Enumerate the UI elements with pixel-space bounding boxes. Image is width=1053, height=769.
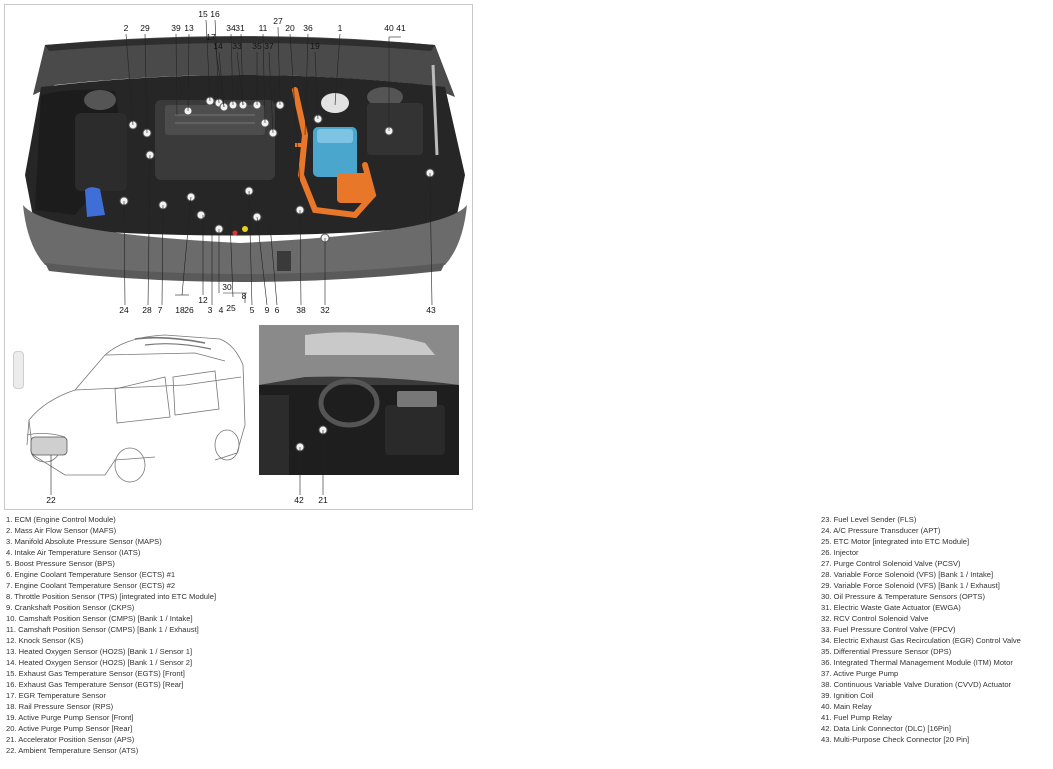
callout-number: 41	[396, 23, 406, 33]
legend-item: 9. Crankshaft Position Sensor (CKPS)	[6, 603, 135, 612]
scroll-tab[interactable]	[13, 351, 24, 389]
callout-number: 31	[235, 23, 245, 33]
legend-item: 6. Engine Coolant Temperature Sensor (ECTS) #1	[6, 570, 176, 579]
callout-number: 9	[264, 305, 270, 315]
callout-number: 21	[318, 495, 328, 505]
legend-item: 16. Exhaust Gas Temperature Sensor (EGTS) [Rear]	[6, 680, 184, 689]
legend-item: 21. Accelerator Position Sensor (APS)	[6, 735, 135, 744]
legend-item: 19. Active Purge Pump Sensor [Front]	[6, 713, 134, 722]
component-location-figure	[4, 4, 473, 510]
engine-bay-photo	[23, 20, 467, 305]
legend-item: 43. Multi-Purpose Check Connector [20 Pin]	[821, 735, 970, 744]
legend-item: 36. Integrated Thermal Management Module (ITM) Motor	[821, 658, 1013, 667]
legend-item: 3. Manifold Absolute Pressure Sensor (MAPS)	[6, 537, 162, 546]
legend-item: 11. Camshaft Position Sensor (CMPS) [Bank 1 / Exhaust]	[6, 625, 199, 634]
legend-item: 12. Knock Sensor (KS)	[6, 636, 84, 645]
callout-number: 39	[171, 23, 181, 33]
legend-item: 14. Heated Oxygen Sensor (HO2S) [Bank 1 / Sensor 2]	[6, 658, 193, 667]
legend-item: 38. Continuous Variable Valve Duration (CVVD) Actuator	[821, 680, 1012, 689]
callout-number: 5	[249, 305, 255, 315]
interior-photo	[259, 325, 459, 495]
callout-number: 26	[184, 305, 194, 315]
legend-item: 20. Active Purge Pump Sensor [Rear]	[6, 724, 133, 733]
callout-number: 19	[310, 41, 320, 51]
callout-number: 40	[384, 23, 394, 33]
callout-number: 38	[296, 305, 306, 315]
legend-item: 31. Electric Waste Gate Actuator (EWGA)	[821, 603, 961, 612]
callout-number: 3	[207, 305, 213, 315]
legend-item: 28. Variable Force Solenoid (VFS) [Bank 1 / Intake]	[821, 570, 994, 579]
callout-number: 15	[198, 9, 208, 19]
callout-number: 2	[123, 23, 129, 33]
legend-item: 25. ETC Motor [integrated into ETC Module]	[821, 537, 970, 546]
engine-callouts-bottom	[119, 282, 436, 315]
legend-item: 30. Oil Pressure & Temperature Sensors (OPTS)	[821, 592, 986, 601]
legend-item: 34. Electric Exhaust Gas Recirculation (EGR) Control Valve	[821, 636, 1021, 645]
callout-number: 29	[140, 23, 150, 33]
legend-item: 37. Active Purge Pump	[821, 669, 899, 678]
legend-left-column	[6, 514, 216, 756]
callout-number: 35	[252, 41, 262, 51]
callout-number: 42	[294, 495, 304, 505]
legend-item: 29. Variable Force Solenoid (VFS) [Bank 1 / Exhaust]	[821, 581, 1000, 590]
callout-number: 28	[142, 305, 152, 315]
legend-item: 24. A/C Pressure Transducer (APT)	[821, 526, 941, 535]
callout-number: 37	[264, 41, 274, 51]
callout-number: 32	[320, 305, 330, 315]
legend-item: 26. Injector	[821, 548, 859, 557]
legend-right-column	[821, 514, 1021, 745]
callout-number: 24	[119, 305, 129, 315]
legend-item: 42. Data Link Connector (DLC) [16Pin]	[821, 724, 952, 733]
legend-item: 35. Differential Pressure Sensor (DPS)	[821, 647, 952, 656]
callout-number: 16	[210, 9, 220, 19]
callout-number: 4	[218, 305, 224, 315]
exterior-vehicle-drawing	[27, 335, 245, 495]
callout-number: 22	[46, 495, 56, 505]
callout-number: 34	[226, 23, 236, 33]
legend-item: 18. Rail Pressure Sensor (RPS)	[6, 702, 114, 711]
legend-item: 15. Exhaust Gas Temperature Sensor (EGTS) [Front]	[6, 669, 185, 678]
legend-item: 40. Main Relay	[821, 702, 872, 711]
callout-number: 1	[337, 23, 343, 33]
callout-number: 6	[274, 305, 280, 315]
callout-number: 30	[222, 282, 232, 292]
legend-item: 7. Engine Coolant Temperature Sensor (ECTS) #2	[6, 581, 176, 590]
interior-callouts	[294, 495, 328, 505]
callout-number: 18	[175, 305, 185, 315]
callout-number: 17	[206, 32, 216, 42]
callout-number: 7	[157, 305, 163, 315]
figure-canvas	[5, 5, 474, 511]
callout-number: 11	[258, 23, 268, 33]
callout-number: 25	[226, 303, 236, 313]
callout-number: 13	[184, 23, 194, 33]
legend-item: 32. RCV Control Solenoid Valve	[821, 614, 929, 623]
legend-item: 17. EGR Temperature Sensor	[6, 691, 106, 700]
legend-item: 27. Purge Control Solenoid Valve (PCSV)	[821, 559, 961, 568]
legend-item: 5. Boost Pressure Sensor (BPS)	[6, 559, 115, 568]
legend-item: 22. Ambient Temperature Sensor (ATS)	[6, 746, 139, 755]
callout-number: 20	[285, 23, 295, 33]
callout-number: 27	[273, 16, 283, 26]
legend-item: 41. Fuel Pump Relay	[821, 713, 892, 722]
legend-item: 10. Camshaft Position Sensor (CMPS) [Bank 1 / Intake]	[6, 614, 193, 623]
legend-item: 1. ECM (Engine Control Module)	[6, 515, 116, 524]
legend-item: 4. Intake Air Temperature Sensor (IATS)	[6, 548, 141, 557]
callout-number: 43	[426, 305, 436, 315]
legend-item: 39. Ignition Coil	[821, 691, 874, 700]
legend-item: 8. Throttle Position Sensor (TPS) [integrated into ETC Module]	[6, 592, 217, 601]
callout-number: 36	[303, 23, 313, 33]
callout-number: 12	[198, 295, 208, 305]
legend-item: 2. Mass Air Flow Sensor (MAFS)	[6, 526, 117, 535]
legend-item: 33. Fuel Pressure Control Valve (FPCV)	[821, 625, 956, 634]
callout-number: 33	[232, 41, 242, 51]
legend-item: 13. Heated Oxygen Sensor (HO2S) [Bank 1 / Sensor 1]	[6, 647, 193, 656]
exterior-callouts	[46, 495, 56, 505]
callout-number: 14	[213, 41, 223, 51]
legend-item: 23. Fuel Level Sender (FLS)	[821, 515, 917, 524]
callout-number: 8	[241, 291, 247, 301]
